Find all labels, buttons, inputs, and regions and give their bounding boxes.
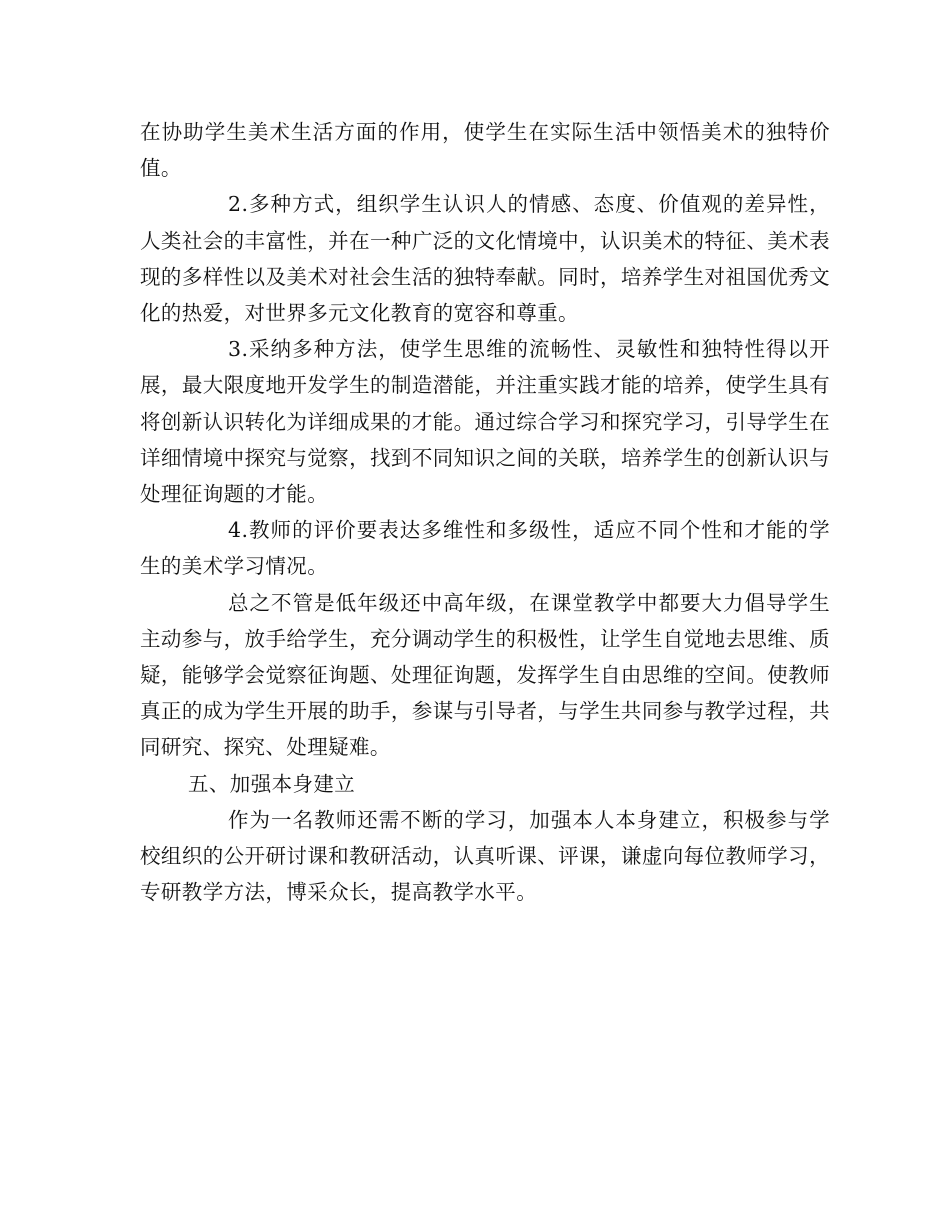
paragraph-self-development: 作为一名教师还需不断的学习，加强本人本身建立，积极参与学校组织的公开研讨课和教研活动，认真听课、评课，谦虚向每位教师学习，专研教学方法，博采众长，提高教学水平。 [140, 807, 830, 905]
document-body [140, 114, 830, 910]
section-heading: 五、加强本身建立 [188, 771, 356, 796]
paragraph-continuation: 在协助学生美术生活方面的作用，使学生在实际生活中领悟美术的独特价值。 [140, 120, 830, 181]
paragraph-summary: 总之不管是低年级还中高年级，在课堂教学中都要大力倡导学生主动参与，放手给学生，充分调动学生的积极性，让学生自觉地去思维、质疑，能够学会觉察征询题、处理征询题，发挥学生自由思维的空间。使教师真正的成为学生开展的助手，参谋与引导者，与学生共同参与教学过程，共同研究、探究、处理疑难。 [140, 590, 830, 760]
paragraph-item-3: 3.采纳多种方法，使学生思维的流畅性、灵敏性和独特性得以开展，最大限度地开发学生的制造潜能，并注重实践才能的培养，使学生具有将创新认识转化为详细成果的才能。通过综合学习和探究学习，引导学生在详细情境中探究与觉察，找到不同知识之间的关联，培养学生的创新认识与处理征询题的才能。 [140, 337, 830, 507]
paragraph-item-4: 4.教师的评价要表达多维性和多级性，适应不同个性和才能的学生的美术学习情况。 [140, 518, 830, 579]
paragraph-item-2: 2.多种方式，组织学生认识人的情感、态度、价值观的差异性，人类社会的丰富性，并在一种广泛的文化情境中，认识美术的特征、美术表现的多样性以及美术对社会生活的独特奉献。同时，培养学生对祖国优秀文化的热爱，对世界多元文化教育的宽容和尊重。 [140, 192, 830, 326]
